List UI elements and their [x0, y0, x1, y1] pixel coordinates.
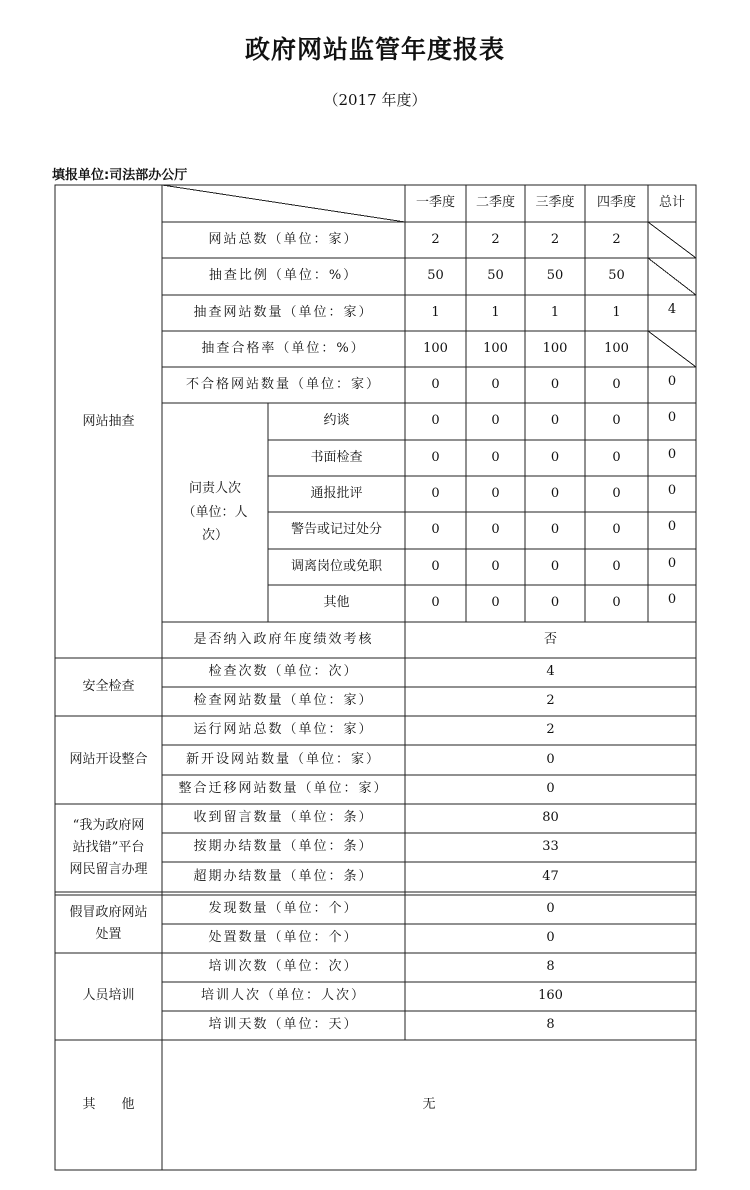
cell-q4: 2 — [612, 231, 621, 247]
cell-q4: 100 — [604, 340, 629, 356]
row-label: 警告或记过处分 — [290, 522, 382, 538]
section-fake-sites — [55, 895, 162, 953]
cell-q4: 0 — [612, 376, 621, 392]
cell-q3: 0 — [550, 376, 560, 392]
cell-q2: 0 — [491, 376, 500, 392]
accountability-label — [162, 403, 268, 622]
cell-q3: 50 — [546, 268, 564, 284]
row-value: 8 — [546, 1017, 555, 1033]
row-label: 检查次数（单位：次） — [208, 664, 359, 680]
cell-q4: 1 — [612, 304, 621, 320]
cell-q2: 0 — [491, 522, 500, 538]
row-label: 按期办结数量（单位：条） — [193, 839, 374, 855]
cell-q2: 0 — [491, 485, 500, 501]
header-q1: 一季度 — [415, 195, 455, 211]
cell-q3: 100 — [542, 340, 568, 356]
row-value: 4 — [546, 664, 555, 680]
cell-q2: 50 — [487, 268, 504, 284]
row-value: 8 — [546, 959, 555, 975]
cell-q4: 0 — [612, 558, 621, 574]
row-label: 检查网站数量（单位：家） — [193, 693, 374, 709]
cell-q4: 0 — [612, 522, 621, 538]
cell-total: 0 — [667, 519, 677, 534]
row-label: 培训人次（单位：人次） — [200, 988, 366, 1004]
cell-q2: 100 — [483, 340, 508, 356]
row-label: 超期办结数量（单位：条） — [193, 868, 374, 884]
cell-q1: 0 — [431, 376, 440, 392]
cell-q1: 0 — [431, 522, 440, 538]
row-label: 网站总数（单位：家） — [208, 231, 359, 247]
page-title: 政府网站监管年度报表 — [244, 35, 505, 64]
section-other: 其 他 — [82, 1096, 135, 1112]
section-feedback — [55, 804, 162, 892]
row-value: 47 — [542, 868, 559, 884]
cell-q3: 1 — [550, 304, 560, 320]
cell-total: 0 — [667, 592, 677, 607]
cell-q1: 100 — [423, 340, 448, 356]
feedback-label-line: “我为政府网 — [72, 817, 145, 833]
cell-q1: 1 — [431, 304, 440, 320]
row-label: 书面检查 — [310, 449, 363, 465]
row-label: 培训次数（单位：次） — [208, 959, 359, 975]
header-q3: 三季度 — [535, 195, 575, 211]
header-q2: 二季度 — [475, 195, 515, 211]
cell-total: 4 — [667, 302, 677, 317]
cell-q3: 0 — [550, 522, 560, 538]
cell-q1: 0 — [431, 485, 440, 501]
header-q4: 四季度 — [596, 195, 636, 211]
cell-q1: 0 — [431, 413, 440, 429]
cell-q2: 0 — [491, 449, 500, 465]
row-value: 0 — [546, 751, 555, 767]
performance-value: 否 — [543, 631, 557, 647]
row-value: 2 — [546, 693, 555, 709]
cell-q3: 0 — [550, 485, 560, 501]
cell-total: 0 — [667, 410, 677, 425]
row-label: 抽查比例（单位：%） — [208, 268, 359, 284]
accountability-label-line: 问责人次 — [188, 481, 241, 497]
cell-q4: 0 — [612, 413, 621, 429]
row-label: 不合格网站数量（单位：家） — [185, 376, 381, 392]
section-security: 安全检查 — [82, 678, 135, 694]
cell-q3: 0 — [550, 558, 560, 574]
header-total: 总计 — [658, 195, 685, 211]
row-label: 抽查合格率（单位：%） — [201, 340, 366, 356]
cell-total: 0 — [667, 556, 677, 571]
row-label: 其他 — [323, 595, 350, 611]
row-label: 通报批评 — [310, 485, 363, 501]
cell-q4: 0 — [612, 449, 621, 465]
feedback-label-line: 站找错”平台 — [72, 839, 145, 855]
row-value: 2 — [546, 722, 555, 738]
cell-q3: 2 — [550, 231, 560, 247]
cell-q3: 0 — [550, 595, 560, 611]
cell-q4: 0 — [612, 485, 621, 501]
cell-q4: 0 — [612, 595, 621, 611]
row-label: 整合迁移网站数量（单位：家） — [178, 781, 389, 797]
row-label: 收到留言数量（单位：条） — [193, 810, 374, 826]
cell-q2: 0 — [491, 595, 500, 611]
row-label: 调离岗位或免职 — [290, 558, 382, 574]
cell-q1: 0 — [431, 595, 440, 611]
fake-sites-label-line: 假冒政府网站 — [69, 904, 148, 920]
cell-total: 0 — [667, 374, 677, 389]
cell-q1: 50 — [427, 268, 444, 284]
cell-q3: 0 — [550, 449, 560, 465]
cell-q1: 0 — [431, 558, 440, 574]
cell-total: 0 — [667, 483, 677, 498]
accountability-label-line: （单位：人 — [182, 504, 248, 520]
cell-q2: 1 — [491, 304, 500, 320]
year-label: （2017 年度） — [323, 91, 427, 109]
row-value: 33 — [542, 839, 559, 855]
cell-q2: 0 — [491, 558, 500, 574]
row-label: 运行网站总数（单位：家） — [193, 722, 374, 738]
row-label: 新开设网站数量（单位：家） — [185, 751, 381, 767]
fake-sites-label-line: 处置 — [95, 927, 122, 942]
other-value: 无 — [422, 1096, 436, 1112]
row-value: 0 — [546, 930, 555, 946]
feedback-label-line: 网民留言办理 — [69, 862, 148, 878]
reporting-unit: 填报单位:司法部办公厅 — [52, 168, 188, 183]
section-spot-check: 网站抽查 — [82, 413, 135, 429]
row-label: 培训天数（单位：天） — [208, 1017, 359, 1033]
cell-q1: 2 — [431, 231, 440, 247]
section-training: 人员培训 — [82, 988, 135, 1004]
row-label: 处置数量（单位：个） — [208, 930, 359, 946]
row-label: 约谈 — [323, 413, 350, 429]
cell-q2: 2 — [491, 231, 500, 247]
cell-total: 0 — [667, 447, 677, 462]
row-label: 发现数量（单位：个） — [208, 901, 359, 917]
cell-q1: 0 — [431, 449, 440, 465]
row-value: 80 — [542, 810, 559, 826]
row-value: 160 — [538, 988, 563, 1004]
section-consolidation: 网站开设整合 — [69, 751, 148, 767]
row-label: 抽查网站数量（单位：家） — [193, 304, 374, 320]
cell-q2: 0 — [491, 413, 500, 429]
accountability-label-line: 次） — [201, 528, 228, 544]
performance-label: 是否纳入政府年度绩效考核 — [193, 631, 374, 647]
cell-q4: 50 — [608, 268, 625, 284]
row-value: 0 — [546, 901, 555, 917]
cell-q3: 0 — [550, 413, 560, 429]
row-value: 0 — [546, 781, 555, 797]
